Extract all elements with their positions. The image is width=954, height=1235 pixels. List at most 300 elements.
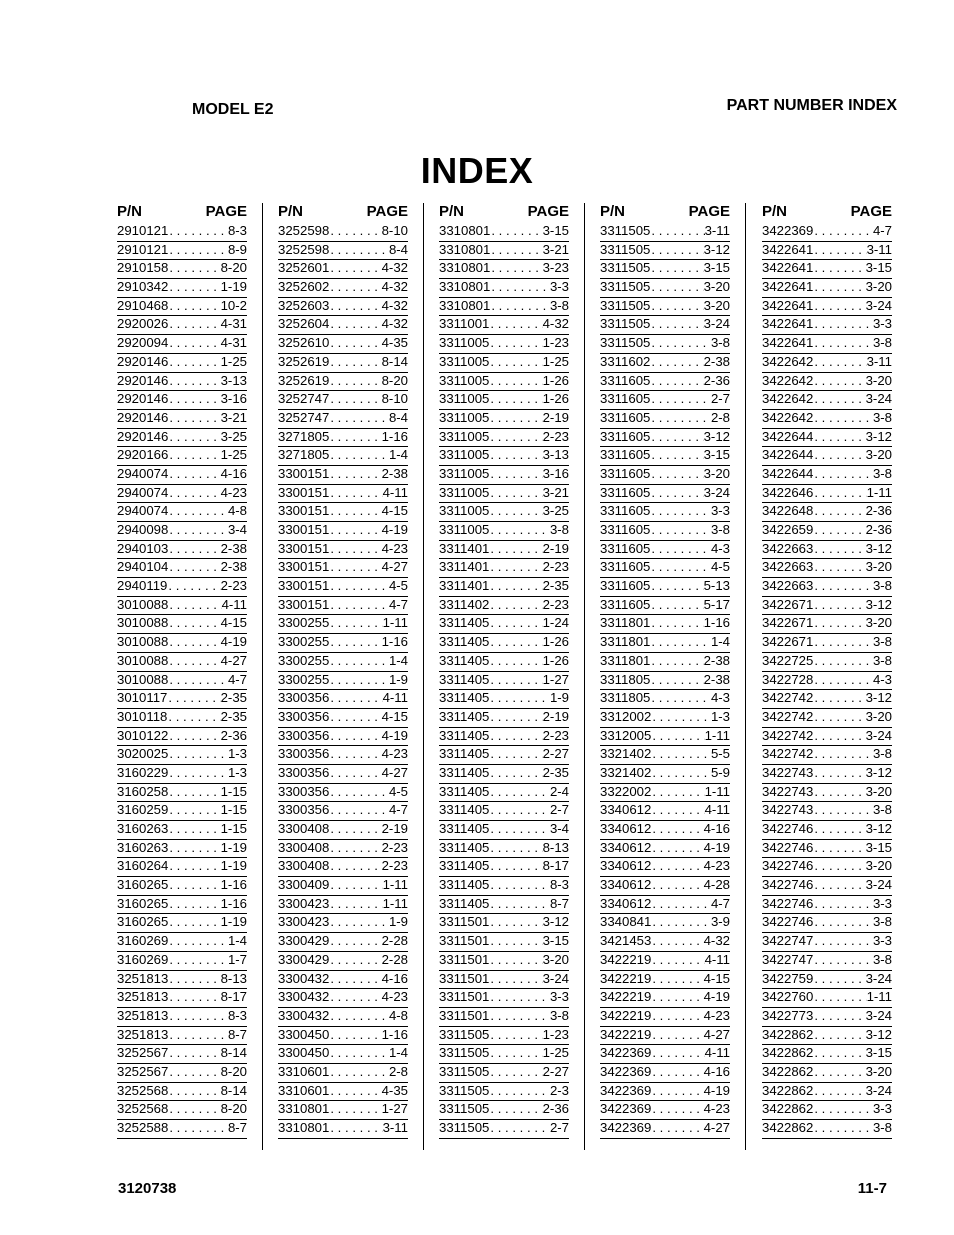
part-number: 3311505 xyxy=(600,260,651,276)
part-number: 3422746 xyxy=(762,877,814,893)
index-entry xyxy=(439,821,569,840)
part-number: 3422746 xyxy=(762,821,814,836)
part-number: 3311801 xyxy=(600,652,651,668)
index-entry xyxy=(439,690,569,709)
index-entry xyxy=(439,373,569,392)
dot-leader xyxy=(329,559,381,577)
page-ref: 1-27 xyxy=(542,671,569,687)
dot-leader xyxy=(650,223,704,241)
part-number: 3010088 xyxy=(117,615,169,631)
page-ref: 3-24 xyxy=(703,484,730,500)
index-entry xyxy=(600,784,730,803)
index-entry xyxy=(278,615,408,634)
page-ref: 3-12 xyxy=(865,690,892,706)
dot-leader xyxy=(651,1008,703,1026)
part-number: 3252602 xyxy=(278,279,330,295)
index-entry xyxy=(117,541,247,560)
page-ref: 1-26 xyxy=(542,372,569,388)
part-number: 3311602 xyxy=(600,353,651,369)
dot-leader xyxy=(650,541,711,559)
index-column xyxy=(117,203,247,1139)
index-entry xyxy=(439,522,569,541)
dot-leader xyxy=(651,877,703,895)
part-number: 3311005 xyxy=(439,465,490,481)
dot-leader xyxy=(813,298,865,316)
index-entry xyxy=(439,335,569,354)
index-entry xyxy=(117,1064,247,1083)
page-ref: 3-12 xyxy=(703,428,730,444)
dot-leader xyxy=(329,653,389,671)
dot-leader xyxy=(168,466,220,484)
page-ref: 3-15 xyxy=(703,447,730,463)
part-number: 3311405 xyxy=(439,802,490,818)
dot-leader xyxy=(813,952,873,970)
page-ref: 2-23 xyxy=(542,727,569,743)
index-entry xyxy=(278,391,408,410)
dot-leader xyxy=(813,373,865,391)
part-number: 3311505 xyxy=(439,1045,490,1061)
part-number: 3252588 xyxy=(117,1120,169,1135)
part-number: 3010088 xyxy=(117,671,169,687)
page-ref: 3-20 xyxy=(865,708,892,724)
dot-leader xyxy=(168,279,220,297)
dot-leader xyxy=(329,410,389,428)
dot-leader xyxy=(168,429,220,447)
dot-leader xyxy=(168,1064,220,1082)
page-ref: 3-4 xyxy=(227,522,247,537)
dot-leader xyxy=(489,1120,550,1138)
part-number: 3311405 xyxy=(439,764,490,780)
dot-leader xyxy=(329,989,381,1007)
part-number: 3311805 xyxy=(600,671,651,687)
index-entry xyxy=(278,335,408,354)
index-entry xyxy=(600,989,730,1008)
page-ref: 4-11 xyxy=(221,596,247,612)
page-ref: 4-5 xyxy=(388,783,408,799)
dot-leader xyxy=(168,933,228,951)
part-number: 3311005 xyxy=(439,428,490,444)
index-entry xyxy=(762,821,892,840)
index-entry xyxy=(439,802,569,821)
column-header xyxy=(117,203,247,223)
page-ref: 1-9 xyxy=(388,671,408,687)
page-ref: 2-23 xyxy=(220,578,247,594)
part-number: 3160265 xyxy=(117,895,169,911)
page-ref: 3-8 xyxy=(872,951,892,967)
dot-leader xyxy=(168,1027,228,1045)
part-number: 3322002 xyxy=(600,783,652,799)
page-ref: 4-11 xyxy=(704,1045,730,1061)
index-entry xyxy=(762,279,892,298)
part-number: 3422641 xyxy=(762,335,814,351)
dot-leader xyxy=(813,728,865,746)
index-entry xyxy=(278,858,408,877)
part-number: 3311801 xyxy=(600,615,651,631)
part-number: 3311005 xyxy=(439,335,490,351)
part-number: 2920026 xyxy=(117,316,169,332)
dot-leader xyxy=(489,933,542,951)
dot-leader xyxy=(167,690,220,708)
page-ref: 2-19 xyxy=(381,821,408,836)
index-entry xyxy=(439,989,569,1008)
page-ref: 3-8 xyxy=(872,335,892,351)
index-entry xyxy=(600,1064,730,1083)
index-entry xyxy=(762,578,892,597)
page-ref: 3-11 xyxy=(866,241,892,257)
page-ref: 3-8 xyxy=(872,409,892,425)
index-entry xyxy=(600,952,730,971)
page-number: 11-7 xyxy=(857,1180,887,1197)
index-entry xyxy=(278,896,408,915)
page-ref: 3-15 xyxy=(865,1045,892,1061)
part-number: 3422862 xyxy=(762,1045,814,1061)
page-ref: 3-8 xyxy=(872,802,892,818)
page-ref: 3-12 xyxy=(865,1026,892,1042)
dot-leader xyxy=(489,597,542,615)
part-number: 3252567 xyxy=(117,1045,169,1061)
dot-leader xyxy=(651,858,703,876)
page-ref: 1-19 xyxy=(220,279,247,295)
index-entry xyxy=(117,279,247,298)
dot-leader xyxy=(651,933,703,951)
index-entry xyxy=(117,1045,247,1064)
part-number: 3300429 xyxy=(278,951,330,967)
page-ref: 4-19 xyxy=(381,727,408,743)
dot-leader xyxy=(813,1064,865,1082)
index-entry xyxy=(278,989,408,1008)
dot-leader xyxy=(813,1027,865,1045)
part-number: 3311005 xyxy=(439,484,490,500)
part-number: 3252619 xyxy=(278,372,330,388)
part-number: 3311505 xyxy=(439,1063,490,1079)
page-ref: 3-15 xyxy=(542,933,569,949)
page-ref: 3-24 xyxy=(865,727,892,743)
index-entry xyxy=(117,1008,247,1027)
index-column xyxy=(439,203,569,1139)
index-entry xyxy=(117,914,247,933)
dot-leader xyxy=(489,522,550,540)
page-ref: 2-27 xyxy=(542,746,569,762)
page-ref: 2-38 xyxy=(703,652,730,668)
part-number: 2910121 xyxy=(117,241,169,257)
index-entry xyxy=(600,1120,730,1139)
index-entry xyxy=(117,559,247,578)
index-entry xyxy=(762,634,892,653)
part-number: 3311405 xyxy=(439,858,490,874)
index-column xyxy=(278,203,408,1139)
dot-leader xyxy=(329,260,381,278)
part-number: 3422219 xyxy=(600,951,652,967)
dot-leader xyxy=(329,223,381,241)
index-entry xyxy=(762,765,892,784)
index-column xyxy=(762,203,892,1139)
page-ref: 3-24 xyxy=(542,970,569,986)
page-ref: 3-8 xyxy=(872,578,892,594)
page-ref: 2-38 xyxy=(703,671,730,687)
dot-leader xyxy=(490,298,550,316)
part-number: 3422760 xyxy=(762,989,814,1005)
dot-leader xyxy=(168,223,228,241)
page-ref: 4-19 xyxy=(220,634,247,650)
page-ref: 3-16 xyxy=(220,391,247,407)
dot-leader xyxy=(329,373,381,391)
page-ref: 3-12 xyxy=(865,540,892,556)
part-number: 3340612 xyxy=(600,895,652,911)
page-ref: 4-16 xyxy=(703,1063,730,1079)
page-ref: 1-3 xyxy=(710,708,730,724)
page-ref: 3-15 xyxy=(865,260,892,276)
page-ref: 1-25 xyxy=(220,353,247,369)
dot-leader xyxy=(813,653,873,671)
dot-leader xyxy=(490,279,550,297)
page-ref: 8-9 xyxy=(227,241,247,257)
part-number: 3300356 xyxy=(278,783,330,799)
part-number: 3252604 xyxy=(278,316,330,332)
index-entry xyxy=(117,653,247,672)
page-ref: 2-38 xyxy=(220,559,247,575)
index-entry xyxy=(600,578,730,597)
page-ref: 3-24 xyxy=(865,1082,892,1098)
index-entry xyxy=(278,316,408,335)
index-entry xyxy=(439,1083,569,1102)
part-number: 3321402 xyxy=(600,764,652,780)
page-ref: 4-16 xyxy=(220,465,247,481)
index-entry xyxy=(439,784,569,803)
dot-leader xyxy=(329,354,381,372)
part-number: 3422648 xyxy=(762,503,814,519)
index-entry xyxy=(278,1045,408,1064)
part-number: 3422641 xyxy=(762,297,814,313)
page-header: PAGE xyxy=(205,203,247,220)
dot-leader xyxy=(650,373,703,391)
index-entry xyxy=(278,429,408,448)
page-ref: 2-8 xyxy=(710,409,730,425)
part-number: 3311405 xyxy=(439,746,490,762)
part-number: 3311505 xyxy=(600,335,651,351)
pn-header: P/N xyxy=(278,203,304,220)
index-entry xyxy=(762,260,892,279)
index-entry xyxy=(600,1083,730,1102)
part-number: 3251813 xyxy=(117,1007,169,1023)
part-number: 3271805 xyxy=(278,428,330,444)
pn-header: P/N xyxy=(117,203,143,220)
dot-leader xyxy=(329,503,381,521)
page-ref: 4-16 xyxy=(703,821,730,836)
dot-leader xyxy=(168,952,228,970)
part-number: 3311505 xyxy=(600,241,651,257)
index-entry xyxy=(117,1101,247,1120)
page-ref: 2-23 xyxy=(542,596,569,612)
dot-leader xyxy=(650,653,703,671)
page-ref: 3-15 xyxy=(542,223,569,238)
dot-leader xyxy=(813,559,865,577)
index-entry xyxy=(117,1027,247,1046)
part-number: 3422671 xyxy=(762,634,814,650)
page-ref: 1-4 xyxy=(710,634,730,650)
index-entry xyxy=(439,354,569,373)
index-entry xyxy=(762,746,892,765)
page-ref: 8-4 xyxy=(388,409,408,425)
dot-leader xyxy=(489,896,550,914)
part-number: 3252568 xyxy=(117,1082,169,1098)
index-entry xyxy=(600,840,730,859)
dot-leader xyxy=(329,597,389,615)
page-ref: 1-15 xyxy=(220,821,247,836)
dot-leader xyxy=(329,896,382,914)
part-number: 3422663 xyxy=(762,578,814,594)
part-number: 3252603 xyxy=(278,297,330,313)
part-number: 3311401 xyxy=(439,578,490,594)
page-ref: 4-11 xyxy=(704,802,730,818)
index-entry xyxy=(439,503,569,522)
index-entry xyxy=(278,522,408,541)
dot-leader xyxy=(813,989,866,1007)
dot-leader xyxy=(650,672,703,690)
page-ref: 8-14 xyxy=(220,1082,247,1098)
index-entry xyxy=(117,242,247,261)
part-number: 3300408 xyxy=(278,821,330,836)
part-number: 2920094 xyxy=(117,335,169,351)
index-entry xyxy=(600,802,730,821)
page-ref: 2-23 xyxy=(381,858,408,874)
page-ref: 4-19 xyxy=(703,989,730,1005)
part-number: 3422641 xyxy=(762,241,814,257)
dot-leader xyxy=(489,821,550,839)
index-entry xyxy=(117,578,247,597)
page-ref: 4-8 xyxy=(227,503,247,519)
part-number: 3310801 xyxy=(439,260,491,276)
index-entry xyxy=(278,298,408,317)
part-number: 3311405 xyxy=(439,690,490,706)
page-ref: 3-8 xyxy=(872,465,892,481)
dot-leader xyxy=(489,410,542,428)
part-number: 3311005 xyxy=(439,372,490,388)
index-entry xyxy=(278,1083,408,1102)
index-entry xyxy=(600,597,730,616)
index-entry xyxy=(278,279,408,298)
column-header xyxy=(278,203,408,223)
dot-leader xyxy=(489,578,542,596)
page-ref: 4-11 xyxy=(704,951,730,967)
index-entry xyxy=(278,728,408,747)
page-ref: 8-7 xyxy=(227,1026,247,1042)
dot-leader xyxy=(650,298,703,316)
dot-leader xyxy=(167,709,220,727)
dot-leader xyxy=(651,1120,703,1138)
part-number: 3422659 xyxy=(762,522,814,537)
page-ref: 1-4 xyxy=(388,447,408,463)
pn-header: P/N xyxy=(439,203,465,220)
index-entry xyxy=(439,971,569,990)
index-entry xyxy=(600,223,730,242)
part-number: 3252747 xyxy=(278,409,330,425)
page-ref: 2-38 xyxy=(381,465,408,481)
dot-leader xyxy=(489,1008,550,1026)
dot-leader xyxy=(813,896,873,914)
dot-leader xyxy=(329,1064,389,1082)
part-number: 3422219 xyxy=(600,970,652,986)
part-number: 3422746 xyxy=(762,839,814,855)
dot-leader xyxy=(651,1045,704,1063)
page-ref: 2-23 xyxy=(542,559,569,575)
index-entry xyxy=(762,1008,892,1027)
dot-leader xyxy=(168,728,220,746)
part-number: 3160264 xyxy=(117,858,169,874)
index-entry xyxy=(117,447,247,466)
dot-leader xyxy=(168,410,220,428)
dot-leader xyxy=(813,279,865,297)
page-ref: 1-26 xyxy=(542,652,569,668)
part-number: 3300408 xyxy=(278,839,330,855)
part-number: 3422671 xyxy=(762,615,814,631)
dot-leader xyxy=(651,821,703,839)
index-entry xyxy=(117,1083,247,1102)
index-entry xyxy=(117,952,247,971)
dot-leader xyxy=(329,858,381,876)
part-number: 3300356 xyxy=(278,802,330,818)
dot-leader xyxy=(329,1120,382,1138)
index-entry xyxy=(762,316,892,335)
dot-leader xyxy=(168,260,220,278)
index-entry xyxy=(762,971,892,990)
dot-leader xyxy=(168,840,220,858)
part-number: 3422369 xyxy=(600,1082,652,1098)
dot-leader xyxy=(651,989,703,1007)
dot-leader xyxy=(650,335,711,353)
part-number: 2920146 xyxy=(117,372,169,388)
index-entry xyxy=(278,802,408,821)
part-number: 3311005 xyxy=(439,522,490,537)
dot-leader xyxy=(650,316,703,334)
part-number: 3422641 xyxy=(762,279,814,295)
part-number: 3010122 xyxy=(117,727,169,743)
index-entry xyxy=(762,840,892,859)
index-entry xyxy=(600,429,730,448)
part-number: 3422746 xyxy=(762,895,814,911)
index-entry xyxy=(117,597,247,616)
page-ref: 1-25 xyxy=(542,1045,569,1061)
page-ref: 1-11 xyxy=(866,484,892,500)
part-number: 3160269 xyxy=(117,951,169,967)
index-entry xyxy=(762,466,892,485)
part-number: 3300151 xyxy=(278,503,330,519)
page-ref: 4-23 xyxy=(703,1007,730,1023)
part-number: 3010117 xyxy=(117,690,168,706)
page-ref: 2-7 xyxy=(549,1120,569,1135)
index-entry xyxy=(278,447,408,466)
part-number: 3422742 xyxy=(762,708,814,724)
dot-leader xyxy=(168,746,228,764)
page-ref: 4-8 xyxy=(388,1007,408,1023)
page-ref: 4-3 xyxy=(710,690,730,706)
dot-leader xyxy=(650,260,703,278)
page-ref: 2-28 xyxy=(381,933,408,949)
dot-leader xyxy=(489,634,542,652)
part-number: 3300450 xyxy=(278,1026,330,1042)
dot-leader xyxy=(168,541,220,559)
part-number: 3422369 xyxy=(600,1063,652,1079)
index-entry xyxy=(762,952,892,971)
index-entry xyxy=(117,335,247,354)
part-number: 2940074 xyxy=(117,484,169,500)
index-entry xyxy=(600,541,730,560)
page-ref: 4-19 xyxy=(381,522,408,537)
part-number: 3321402 xyxy=(600,746,652,762)
page-ref: 4-28 xyxy=(703,877,730,893)
part-number: 3340612 xyxy=(600,839,652,855)
page-ref: 3-9 xyxy=(710,914,730,930)
page-ref: 3-15 xyxy=(865,839,892,855)
